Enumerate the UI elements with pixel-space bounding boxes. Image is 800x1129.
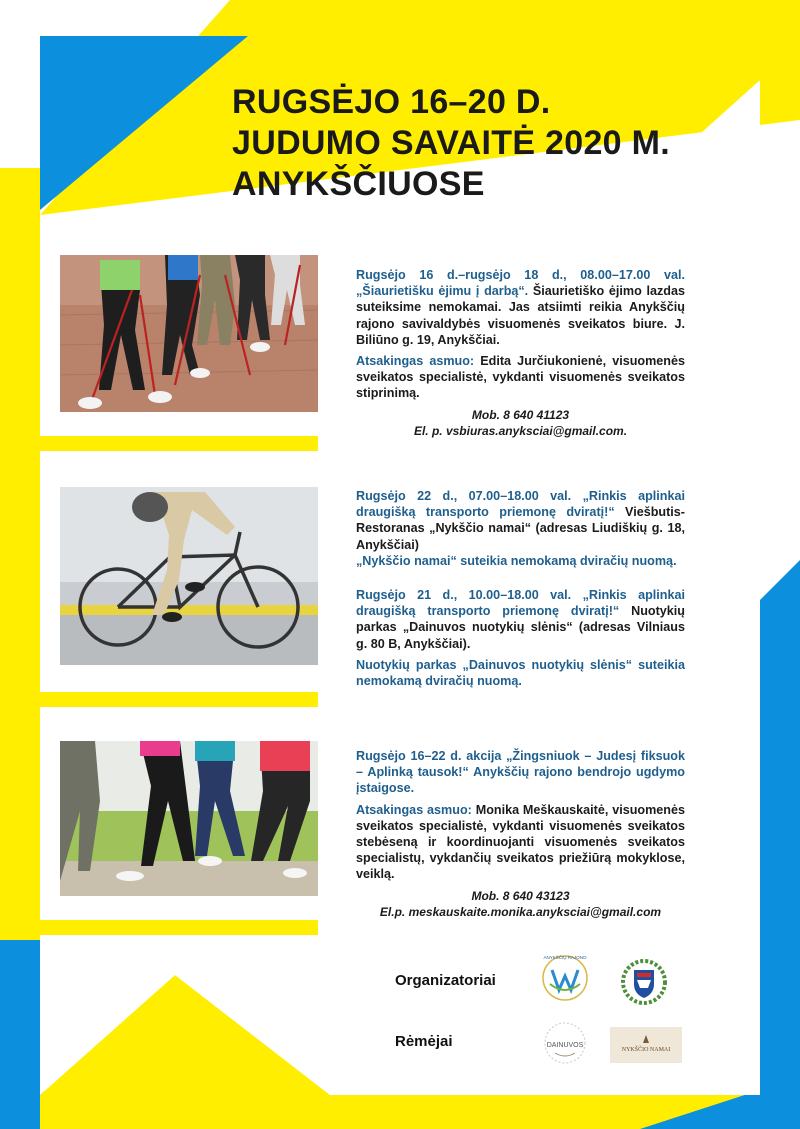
walking-people-photo (60, 741, 318, 896)
event-3-responsible-text: Monika Meškauskaitė, visuomenės sveikatos specialistė, vykdanti visuomenės sveikatos stebėseną ir koordinuojanti visuomenės sveikatos specialistų, vykdančių sveikatos priežiūrą mokyklose, veiklą. (356, 802, 685, 882)
bicycle-photo (60, 487, 318, 665)
yellow-left-strip (0, 168, 40, 940)
event-3-email: El.p. meskauskaite.monika.anyksciai@gmail.com (379, 904, 662, 919)
event-1-responsible-text: Edita Jurčiukonienė, visuomenės sveikatos specialistė, vykdanti visuomenės sveikatos stiprinimą. (356, 354, 685, 401)
dainuvos-logo (540, 1018, 590, 1068)
event-1-email: El. p. vsbiuras.anyksciai@gmail.com. (413, 423, 628, 438)
event-3-phone: Mob. 8 640 43123 (471, 888, 570, 903)
event-1-intro-rest: Šiaurietiško ėjimo lazdas suteiksime nemokamai. Jas atsiimti reikia Anykščių rajono savivaldybės visuomenės sveikatos biure. J. Biliūno g. 19, Anykščiai. (356, 284, 685, 347)
event-3-contact (356, 888, 685, 920)
nordic-walking-photo (60, 255, 318, 412)
event-3-intro-rest: Anykščių rajono bendrojo ugdymo įstaigose. (356, 765, 685, 796)
yellow-stripe-3b (0, 920, 318, 935)
page-title (232, 82, 670, 205)
event-2b-intro-blue: Rugsėjo 21 d., 10.00–18.00 val. „Rinkis aplinkai draugišką transporto priemonę dviratį!“ (356, 588, 685, 619)
event-2a-intro-blue: Rugsėjo 22 d., 07.00–18.00 val. „Rinkis aplinkai draugišką transporto priemonę dviratį!“ (356, 489, 685, 520)
coat-of-arms-logo (620, 958, 668, 1006)
event-3-responsible-label: Atsakingas asmuo: (356, 802, 472, 817)
title-line-1: RUGSĖJO 16–20 D. (232, 83, 551, 121)
nykscio-namai-logo (610, 1027, 682, 1063)
event-1-contact (356, 407, 685, 439)
dainuvos-logo-text: DAINUVOS (546, 1042, 584, 1049)
health-bureau-logo (540, 952, 590, 1007)
event-2-text (356, 488, 685, 694)
organizers-label: Organizatoriai (395, 972, 496, 989)
event-3-intro-blue: Rugsėjo 16–22 d. akcija „Žingsniuok – Judesį fiksuok – Aplinką tausok!“ (356, 749, 685, 780)
event-2a-intro-rest: Viešbutis-Restoranas „Nykščio namai“ (adresas Liudiškių g. 18, Anykščiai) (356, 505, 685, 552)
yellow-stripe-2b (0, 692, 318, 707)
nykscio-namai-logo-text: NYKŠČIO NAMAI (621, 1047, 671, 1053)
event-1-phone: Mob. 8 640 41123 (471, 407, 570, 422)
event-1-responsible-label: Atsakingas asmuo: (356, 354, 475, 369)
event-1-text (356, 267, 685, 439)
title-line-2: JUDUMO SAVAITĖ 2020 M. (232, 124, 670, 162)
event-2a-note: „Nykščio namai“ suteikia nemokamą dviračių nuomą. (356, 553, 677, 568)
title-line-3: ANYKŠČIUOSE (232, 165, 485, 203)
event-3-text (356, 748, 685, 920)
yellow-stripe-1b (0, 436, 318, 451)
health-bureau-logo-text: ANYKŠČIŲ RAJONO (543, 955, 587, 960)
event-1-intro-blue: Rugsėjo 16 d.–rugsėjo 18 d., 08.00–17.00 val. „Šiaurietišku ėjimu į darbą“. (356, 268, 685, 299)
event-2b-note: Nuotykių parkas „Dainuvos nuotykių slėnis“ suteikia nemokamą dviračių nuomą. (356, 657, 685, 689)
sponsors-label: Rėmėjai (395, 1033, 453, 1050)
event-2b-intro-rest: Nuotykių parkas „Dainuvos nuotykių slėnis“ (adresas Vilniaus g. 80 B, Anykščiai). (356, 604, 685, 651)
